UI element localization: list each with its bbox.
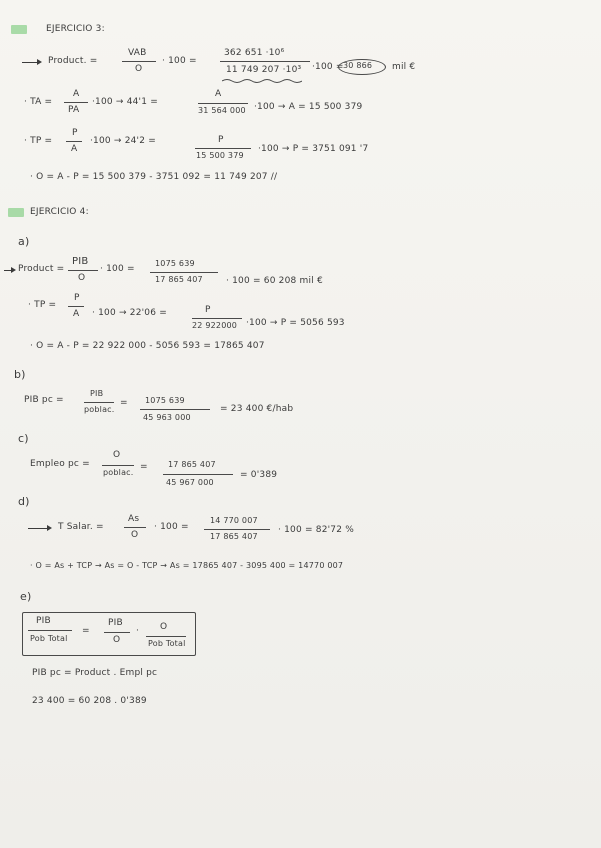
fraction-bar: [146, 636, 186, 637]
ex4-pib-result: = 23 400 €/hab: [220, 404, 294, 414]
ex4-tp-frac2-den: 22 922000: [192, 321, 238, 330]
ex4-tsal-frac2-den: 17 865 407: [210, 532, 258, 541]
highlight-mark: [11, 25, 27, 34]
fraction-bar: [68, 270, 98, 271]
fraction-bar: [66, 141, 82, 142]
fraction-bar: [195, 148, 251, 149]
ex4-tsal-mid: · 100 =: [154, 522, 189, 532]
ex4-tp-mid: · 100 → 22'06 =: [92, 308, 167, 318]
underline-squiggle: [222, 78, 302, 84]
ex4-e-line3: 23 400 = 60 208 . 0'389: [32, 696, 147, 706]
arrow-icon: [28, 528, 50, 529]
ex4-e-frac1-den: Pob Total: [30, 634, 68, 643]
ex4-emp-result: = 0'389: [240, 470, 278, 480]
ex3-ta-label: · TA =: [24, 97, 53, 107]
ex4-tp-frac-num: P: [74, 293, 80, 303]
fraction-bar: [150, 272, 218, 273]
ex4-tp-frac-den: A: [73, 309, 80, 319]
ex4-emp-label: Empleo pc =: [30, 459, 90, 469]
fraction-bar: [122, 61, 156, 62]
highlight-mark: [8, 208, 24, 217]
ex4-e-frac2-num: PIB: [108, 618, 123, 628]
ex4-tsal-tail: · 100 = 82'72 %: [278, 525, 354, 535]
fraction-bar: [198, 103, 248, 104]
ex4-prod-frac2-num: 1075 639: [155, 259, 195, 268]
ex4-part-e-label: e): [20, 590, 32, 603]
ex4-tsal-frac2-num: 14 770 007: [210, 516, 258, 525]
arrow-icon: [4, 270, 14, 271]
ex3-ta-frac2-den: 31 564 000: [198, 106, 246, 115]
fraction-bar: [28, 630, 72, 631]
ex3-tp-frac-den: A: [71, 144, 78, 154]
ex3-prod-frac2-den: 11 749 207 ·10³: [226, 65, 302, 75]
ex4-prod-frac-den: O: [78, 273, 86, 283]
ex3-tp-frac-num: P: [72, 128, 78, 138]
ex3-prod-mid: · 100 =: [162, 56, 197, 66]
ex3-ta-frac-den: PA: [68, 105, 80, 115]
ex4-e-frac3-num: O: [160, 622, 168, 632]
ex4-prod-mid: · 100 =: [100, 264, 135, 274]
ex3-o-line: · O = A - P = 15 500 379 - 3751 092 = 11 749 207 //: [30, 172, 278, 182]
ex4-part-b-label: b): [14, 368, 26, 381]
ex4-part-d-label: d): [18, 495, 30, 508]
exercise-3-heading: EJERCICIO 3:: [46, 24, 105, 34]
fraction-bar: [163, 474, 233, 475]
ex4-tp-tail: ·100 → P = 5056 593: [246, 318, 345, 328]
ex4-emp-frac2-den: 45 967 000: [166, 478, 214, 487]
ex3-prod-label: Product. =: [48, 56, 98, 66]
ex3-tp-frac2-num: P: [218, 135, 224, 145]
ex3-prod-tail: ·100 =: [312, 62, 344, 72]
ex3-ta-tail: ·100 → A = 15 500 379: [254, 102, 363, 112]
ex4-emp-frac-num: O: [113, 450, 121, 460]
ex4-pib-frac-num: PIB: [90, 389, 104, 398]
ex3-tp-frac2-den: 15 500 379: [196, 151, 244, 160]
ex4-prod-frac2-den: 17 865 407: [155, 275, 203, 284]
ex4-tsal-frac-den: O: [131, 530, 139, 540]
ex4-pib-pc-label: PIB pc =: [24, 395, 64, 405]
ex4-prod-tail: · 100 = 60 208 mil €: [226, 276, 323, 286]
ex3-ta-frac2-num: A: [215, 89, 222, 99]
fraction-bar: [84, 402, 114, 403]
fraction-bar: [102, 465, 134, 466]
ex4-e-eq: =: [82, 626, 90, 636]
ex3-ta-mid: ·100 → 44'1 =: [92, 97, 158, 107]
ex4-prod-label: Product =: [18, 264, 65, 274]
exercise-4-heading: EJERCICIO 4:: [30, 207, 89, 217]
fraction-bar: [140, 409, 210, 410]
ex4-e-frac1-num: PIB: [36, 616, 51, 626]
ex4-e-line2: PIB pc = Product . Empl pc: [32, 668, 158, 678]
ex4-e-dot: ·: [136, 626, 140, 636]
ex4-tsal-frac-num: As: [128, 514, 140, 524]
ex4-tp-label: · TP =: [28, 300, 57, 310]
ex4-emp-eq: =: [140, 462, 148, 472]
ex4-tsal-label: T Salar. =: [58, 522, 104, 532]
ex4-pib-eq: =: [120, 398, 128, 408]
ex4-e-frac3-den: Pob Total: [148, 639, 186, 648]
ex4-o-line: · O = A - P = 22 922 000 - 5056 593 = 17865 407: [30, 341, 265, 351]
ex3-prod-frac-den: O: [135, 64, 143, 74]
fraction-bar: [204, 529, 270, 530]
fraction-bar: [192, 318, 242, 319]
ex3-tp-label: · TP =: [24, 136, 53, 146]
ex4-part-c-label: c): [18, 432, 29, 445]
ex3-tp-mid: ·100 → 24'2 =: [90, 136, 156, 146]
ex4-prod-frac-num: PIB: [72, 256, 89, 267]
ex4-pib-frac-den: poblac.: [84, 405, 115, 414]
ex3-ta-frac-num: A: [73, 89, 80, 99]
ex3-tp-tail: ·100 → P = 3751 091 '7: [258, 144, 369, 154]
ex3-prod-frac2-num: 362 651 ·10⁶: [224, 48, 285, 58]
fraction-bar: [68, 306, 84, 307]
ex4-pib-frac2-num: 1075 639: [145, 396, 185, 405]
fraction-bar: [220, 61, 310, 62]
ex4-d-o-line: · O = As + TCP → As = O - TCP → As = 17865 407 - 3095 400 = 14770 007: [30, 561, 344, 570]
ex4-e-frac2-den: O: [113, 635, 121, 645]
ex3-prod-result: 30 866: [343, 61, 373, 70]
arrow-icon: [22, 62, 40, 63]
fraction-bar: [124, 527, 146, 528]
ex3-prod-unit: mil €: [392, 62, 416, 72]
fraction-bar: [104, 632, 130, 633]
ex4-emp-frac2-num: 17 865 407: [168, 460, 216, 469]
ex4-pib-frac2-den: 45 963 000: [143, 413, 191, 422]
fraction-bar: [64, 102, 88, 103]
ex4-tp-frac2-num: P: [205, 305, 211, 315]
ex3-prod-frac-num: VAB: [128, 48, 147, 58]
ex4-emp-frac-den: poblac.: [103, 468, 134, 477]
ex4-part-a-label: a): [18, 235, 30, 248]
